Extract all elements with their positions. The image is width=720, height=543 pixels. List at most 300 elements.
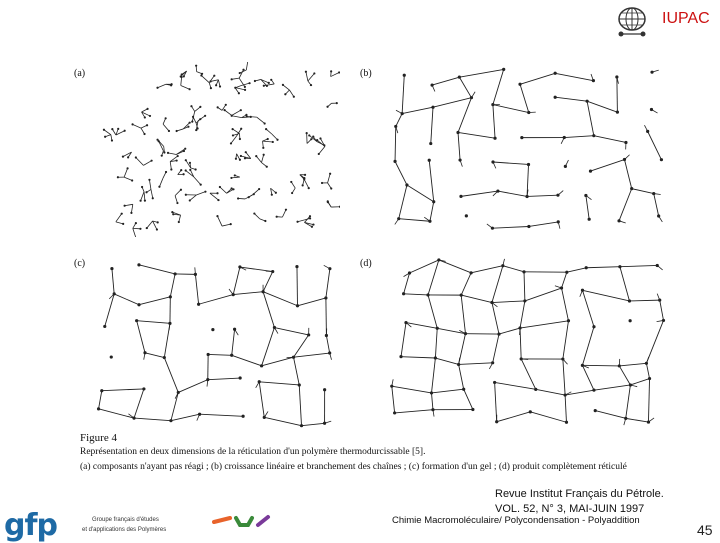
network-node [523,299,526,302]
network-bond [99,409,134,418]
network-bond [594,136,626,143]
monomer-end [244,157,246,159]
network-bond [562,272,567,288]
monomer-bond [317,140,325,146]
network-bond [493,105,495,139]
network-node [298,383,301,386]
monomer-end [239,159,241,161]
dangling-bond [256,382,260,388]
monomer-end [209,80,211,82]
network-node [230,354,233,357]
monomer-end [216,192,218,194]
monomer-bond [289,90,293,97]
dangling-bond [493,162,496,168]
monomer-end [176,130,178,132]
network-bond [326,336,329,353]
monomer-end [190,105,192,107]
monomer-bond [116,214,122,222]
network-node [458,76,461,79]
reference-line-2: VOL. 52, N° 3, MAI-JUIN 1997 [495,503,644,515]
network-bond [493,105,529,113]
monomer-end [178,221,180,223]
crosslinking-figure [60,52,685,480]
network-node [564,165,567,168]
network-node [300,424,303,427]
monomer-end [312,223,314,225]
network-bond [619,189,632,221]
network-bond [294,335,309,357]
monomer-bond [198,116,205,121]
monomer-bond [124,168,127,177]
monomer-end [225,104,227,106]
network-node [198,413,201,416]
dangling-bond [659,216,663,222]
monomer-end [146,108,148,110]
monomer-end [210,87,212,89]
network-bond [178,380,208,393]
monomer-end [242,69,244,71]
network-node [592,325,595,328]
network-bond [495,382,536,389]
network-bond [297,298,325,306]
network-node [567,319,570,322]
monomer-bond [211,80,219,82]
network-bond [208,378,240,380]
monomer-end [239,72,241,74]
figure-caption-line-1: Représentation en deux dimensions de la réticulation d'un polymère thermodurcissable [5]. [80,447,425,457]
monomer-bond [331,72,339,76]
monomer-end [195,65,197,67]
monomer-end [183,150,185,152]
network-bond [399,219,430,222]
network-node [589,170,592,173]
network-bond [461,295,492,302]
network-node [428,159,431,162]
network-node [137,303,140,306]
monomer-end [244,89,246,91]
network-bond [171,414,200,420]
monomer-end [177,155,179,157]
monomer-bond [181,77,182,85]
monomer-end [246,115,248,117]
network-bond [529,222,558,227]
network-node [137,263,140,266]
network-node [618,265,621,268]
monomer-end [235,158,237,160]
network-node [434,356,437,359]
monomer-end [306,132,308,134]
network-node [628,299,631,302]
network-bond [582,365,594,390]
network-bond [263,272,273,292]
monomer-bond [143,161,151,166]
network-bond [520,321,568,328]
dangling-bond [489,363,492,369]
dangling-bond [264,411,268,417]
monomer-end [313,72,315,74]
panel-b-diagram [385,62,670,237]
monomer-end [185,159,187,161]
monomer-end [176,202,178,204]
network-bond [493,334,499,363]
network-node [493,137,496,140]
network-bond [492,303,499,335]
network-bond [99,391,102,409]
network-bond [410,260,439,273]
network-bond [660,300,664,320]
monomer-end [284,93,286,95]
monomer-end [217,106,219,108]
monomer-end [180,189,182,191]
network-bond [262,328,275,366]
network-bond [630,379,649,385]
network-node [502,68,505,71]
network-node [403,74,406,77]
figure-title: Figure 4 [80,432,117,444]
network-bond [582,290,629,301]
panel-a-diagram [100,62,340,237]
monomer-bond [144,192,145,201]
network-bond [406,323,437,329]
monomer-end [131,179,133,181]
network-bond [433,98,471,108]
monomer-bond [141,192,144,201]
monomer-bond [272,134,278,140]
monomer-bond [328,174,331,183]
network-node [462,388,465,391]
monomer-end [308,134,310,136]
network-bond [134,418,171,421]
monomer-end [143,133,145,135]
network-node [429,142,432,145]
network-node [465,214,468,217]
network-bond [395,410,433,413]
monomer-end [230,142,232,144]
network-bond [164,358,178,393]
network-node [402,292,405,295]
network-bond [432,77,459,85]
network-bond [139,265,175,274]
monomer-end [231,78,233,80]
network-node [142,387,145,390]
monomer-end [139,228,141,230]
network-bond [294,357,300,385]
network-bond [520,84,529,112]
network-bond [520,328,521,359]
network-node [432,200,435,203]
network-bond [402,75,404,113]
network-bond [565,395,566,422]
monomer-end [213,75,215,77]
monomer-end [309,217,311,219]
network-bond [195,274,198,304]
network-node [242,415,245,418]
monomer-bond [245,194,254,199]
network-node [585,266,588,269]
network-node [527,163,530,166]
monomer-end [219,85,221,87]
monomer-bond [308,73,314,81]
footer-subtitle: Chimie Macromoléculaire/ Polycondensation - Polyaddition [392,515,640,526]
network-bond [137,321,170,324]
monomer-bond [151,189,153,198]
monomer-end [165,117,167,119]
figure-caption-line-2: (a) composants n'ayant pas réagi ; (b) croissance linéaire et branchement des chaînes ; (c) formation d'un gel ; (d) produit complètement réticulé [80,462,627,472]
monomer-end [139,200,141,202]
monomer-bond [194,177,201,185]
monomer-end [216,215,218,217]
network-bond [464,389,473,409]
network-bond [492,266,503,303]
monomer-end [291,192,293,194]
monomer-end [183,75,185,77]
monomer-end [182,173,184,175]
network-bond [459,77,471,98]
network-bond [563,321,569,359]
network-bond [395,126,396,161]
network-bond [200,414,243,416]
monomer-bond [124,177,132,180]
monomer-end [165,171,167,173]
network-bond [232,355,262,366]
network-bond [520,301,525,328]
network-bond [401,357,435,358]
network-bond [461,295,465,334]
network-bond [624,160,631,189]
dangling-bond [561,138,564,144]
network-node [399,355,402,358]
page-number: 45 [697,522,713,538]
network-node [518,83,521,86]
dangling-bond [521,359,528,360]
dangling-bond [432,85,435,91]
network-bond [458,98,471,133]
monomer-bond [304,179,309,188]
monomer-end [308,187,310,189]
network-node [110,267,113,270]
panel-c-diagram [90,252,350,432]
network-bond [582,365,619,366]
dangling-bond [520,328,521,335]
network-bond [564,136,594,138]
monomer-end [263,85,265,87]
network-node [431,106,434,109]
dangling-bond [471,92,475,98]
monomer-bond [159,178,162,186]
network-node [594,409,597,412]
monomer-bond [246,62,248,70]
monomer-end [302,184,304,186]
monomer-end [199,106,201,108]
network-bond [232,329,235,355]
monomer-end [200,184,202,186]
network-bond [137,321,145,353]
monomer-end [253,193,255,195]
network-bond [646,363,649,378]
monomer-end [180,169,182,171]
network-bond [620,267,630,301]
network-node [169,295,172,298]
monomer-bond [196,192,205,195]
network-bond [590,160,624,172]
monomer-bond [231,177,239,178]
monomer-end [191,121,193,123]
monomer-bond [181,85,190,89]
network-bond [392,386,432,393]
monomer-bond [136,158,144,166]
monomer-bond [168,153,176,155]
network-bond [619,366,630,385]
network-bond [562,288,569,321]
monomer-end [319,137,321,139]
monomer-end [144,116,146,118]
network-node [629,319,632,322]
network-bond [587,101,594,135]
monomer-bond [319,146,325,154]
monomer-end [240,128,242,130]
dangling-bond [624,155,629,160]
monomer-end [158,140,160,142]
monomer-end [268,82,270,84]
monomer-end [240,109,242,111]
monomer-end [276,216,278,218]
network-bond [431,389,463,393]
monomer-end [285,209,287,211]
network-node [565,421,568,424]
monomer-end [157,221,159,223]
reference-line-1: Revue Institut Français du Pétrole. [495,488,664,500]
monomer-bond [225,110,232,115]
monomer-bond [159,141,164,151]
network-bond [582,327,594,366]
monomer-bond [222,224,231,226]
monomer-end [293,96,295,98]
monomer-end [312,136,314,138]
monomer-end [316,139,318,141]
network-node [239,376,242,379]
monomer-end [339,206,340,208]
network-node [207,353,210,356]
network-node [393,160,396,163]
dangling-bond [396,110,402,113]
network-node [592,389,595,392]
monomer-end [117,128,119,130]
network-bond [587,101,617,112]
network-bond [435,328,437,358]
network-bond [503,266,524,272]
monomer-bond [175,190,181,196]
network-bond [294,353,330,357]
network-bond [402,107,433,113]
monomer-end [189,122,191,124]
network-bond [563,359,565,395]
network-bond [139,297,170,305]
monomer-end [217,199,219,201]
network-bond [428,260,439,295]
monomer-end [144,200,146,202]
monomer-end [330,187,332,189]
monomer-bond [266,129,272,134]
network-bond [302,423,325,425]
panel-label-c: (c) [74,258,85,269]
network-node [588,218,591,221]
monomer-end [150,160,152,162]
monomer-bond [133,228,136,237]
network-node [426,293,429,296]
network-bond [299,385,301,426]
monomer-end [318,153,320,155]
monomer-bond [190,195,197,200]
monomer-end [156,228,158,230]
monomer-end [330,70,332,72]
gfp-logo: gfp [4,508,57,543]
network-bond [586,195,589,219]
network-bond [520,73,555,84]
monomer-end [230,223,232,225]
network-node [456,131,459,134]
monomer-end [189,169,191,171]
monomer-end [148,179,150,181]
monomer-bond [283,85,290,90]
network-node [630,187,633,190]
monomer-end [185,194,187,196]
network-bond [497,412,531,422]
network-bond [567,268,586,272]
network-bond [493,162,529,164]
monomer-end [232,188,234,190]
network-bond [471,266,503,273]
monomer-end [189,162,191,164]
dangling-bond [235,329,239,335]
monomer-end [146,227,148,229]
network-node [135,319,138,322]
monomer-end [232,128,234,130]
monomer-end [258,188,260,190]
monomer-end [265,128,267,130]
monomer-end [282,84,284,86]
monomer-end [262,147,264,149]
monomer-end [270,79,272,81]
monomer-bond [149,180,151,190]
monomer-bond [175,196,177,203]
network-bond [274,328,308,335]
monomer-end [187,126,189,128]
monomer-bond [282,210,286,217]
monomer-end [311,226,313,228]
network-bond [263,292,297,306]
dangling-bond [487,224,493,228]
monomer-end [215,84,217,86]
monomer-end [310,138,312,140]
monomer-end [195,168,197,170]
monomer-end [248,82,250,84]
monomer-bond [262,155,264,163]
network-node [430,391,433,394]
monomer-end [152,197,154,199]
network-bond [399,185,407,219]
network-bond [208,354,232,355]
monomer-bond [201,76,209,83]
monomer-end [327,200,329,202]
monomer-end [122,223,124,225]
monomer-bond [131,204,132,213]
monomer-end [266,166,268,168]
network-node [211,328,214,331]
monomer-bond [256,156,261,162]
monomer-bond [232,110,241,115]
network-node [460,294,463,297]
monomer-end [329,173,331,175]
